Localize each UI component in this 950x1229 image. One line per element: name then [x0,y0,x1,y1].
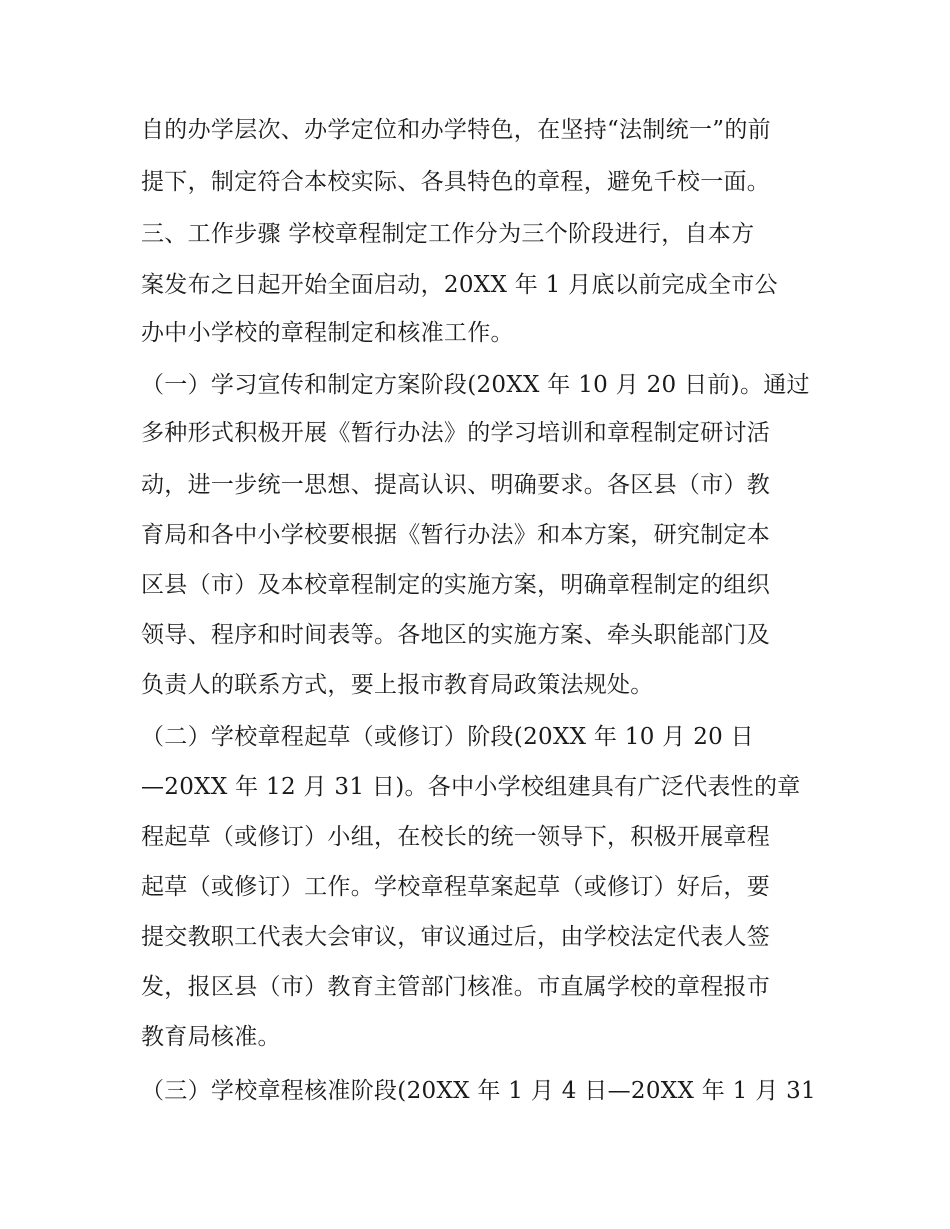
text-line: 领导、程序和时间表等。各地区的实施方案、牵头职能部门及 [141,622,771,648]
text-line: 提交教职工代表大会审议，审议通过后，由学校法定代表人签 [141,924,771,950]
text-line: 多种形式积极开展《暂行办法》的学习培训和章程制定研讨活 [141,420,771,446]
text-line: 发，报区县（市）教育主管部门核准。市直属学校的章程报市 [141,974,771,1000]
text-line: 案发布之日起开始全面启动，20XX 年 1 月底以前完成全市公 [141,272,778,298]
subsection-line: （一）学习宣传和制定方案阶段(20XX 年 10 月 20 日前)。通过 [141,372,810,398]
text-line: —20XX 年 12 月 31 日)。各中小学校组建具有广泛代表性的章 [141,774,801,800]
text-line: 区县（市）及本校章程制定的实施方案，明确章程制定的组织 [141,572,771,598]
text-line: 教育局核准。 [141,1024,281,1050]
text-line: 负责人的联系方式，要上报市教育局政策法规处。 [141,672,654,698]
subsection-line: （二）学校章程起草（或修订）阶段(20XX 年 10 月 20 日 [141,724,754,750]
text-line: 程起草（或修订）小组，在校长的统一领导下，积极开展章程 [141,824,771,850]
text-line: 提下，制定符合本校实际、各具特色的章程，避免千校一面。 [141,169,771,195]
subsection-line: （三）学校章程核准阶段(20XX 年 1 月 4 日—20XX 年 1 月 31 [141,1078,816,1104]
section-heading-line: 三、工作步骤 学校章程制定工作分为三个阶段进行，自本方 [141,221,755,247]
text-line: 动，进一步统一思想、提高认识、明确要求。各区县（市）教 [141,472,771,498]
text-line: 办中小学校的章程制定和核准工作。 [141,320,514,346]
text-line: 起草（或修订）工作。学校章程草案起草（或修订）好后，要 [141,874,771,900]
text-line: 育局和各中小学校要根据《暂行办法》和本方案，研究制定本 [141,522,771,548]
text-line: 自的办学层次、办学定位和办学特色，在坚持“法制统一”的前 [141,117,771,143]
